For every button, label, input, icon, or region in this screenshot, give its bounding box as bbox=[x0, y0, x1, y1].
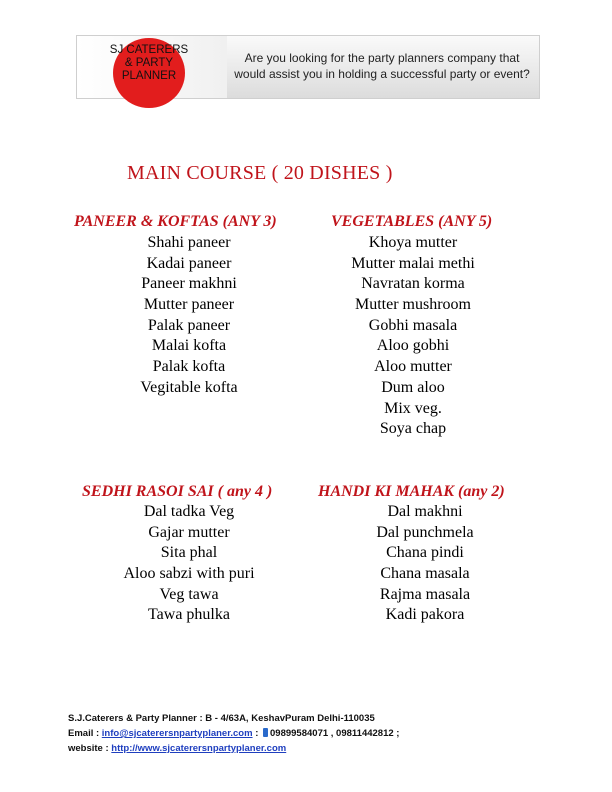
logo-line: & PARTY bbox=[124, 57, 174, 69]
list-item: Aloo gobhi bbox=[376, 337, 450, 355]
section-heading-vegetables: VEGETABLES (ANY 5) bbox=[331, 213, 493, 230]
footer-website-line bbox=[68, 741, 399, 756]
list-paneer-koftas bbox=[109, 233, 269, 399]
website-label: website : bbox=[68, 743, 112, 754]
email-link[interactable]: info@sjcaterersnpartyplaner.com bbox=[101, 728, 253, 739]
list-item: Veg tawa bbox=[159, 585, 219, 603]
website-link[interactable]: http://www.sjcaterersnpartyplaner.com bbox=[111, 743, 287, 754]
list-vegetables bbox=[333, 233, 493, 440]
phone-separator: : bbox=[252, 728, 262, 739]
tagline-line: would assist you in holding a successful party or event? bbox=[234, 67, 530, 81]
logo-line: PLANNER bbox=[121, 70, 177, 82]
list-item: Khoya mutter bbox=[368, 234, 458, 251]
list-item: Chana masala bbox=[380, 565, 470, 583]
list-item: Soya chap bbox=[379, 420, 447, 438]
list-item: Chana pindi bbox=[386, 544, 464, 562]
list-item: Gobhi masala bbox=[368, 316, 458, 334]
list-item: Tawa phulka bbox=[148, 606, 230, 624]
tagline-line: Are you looking for the party planners company that bbox=[244, 51, 520, 65]
email-label: Email : bbox=[68, 728, 102, 739]
list-item: Mix veg. bbox=[384, 399, 442, 417]
list-item: Mutter paneer bbox=[143, 296, 235, 314]
footer-address: S.J.Caterers & Party Planner : B - 4/63A, KeshavPuram Delhi-110035 bbox=[68, 713, 375, 724]
list-item: Dal punchmela bbox=[376, 523, 474, 541]
list-item: Aloo sabzi with puri bbox=[123, 565, 255, 583]
footer-contact bbox=[68, 711, 399, 756]
list-item: Kadi pakora bbox=[385, 606, 465, 624]
section-heading-paneer-koftas: PANEER & KOFTAS (ANY 3) bbox=[74, 213, 277, 230]
list-item: Sita phal bbox=[160, 544, 218, 562]
list-item: Palak paneer bbox=[147, 316, 231, 334]
list-item: Kadai paneer bbox=[146, 254, 232, 272]
list-item: Dum aloo bbox=[381, 378, 445, 396]
banner-tagline bbox=[227, 50, 537, 82]
list-item: Aloo mutter bbox=[374, 358, 452, 376]
list-item: Mutter malai methi bbox=[351, 254, 475, 272]
header-banner bbox=[76, 35, 540, 99]
list-item: Gajar mutter bbox=[148, 523, 230, 541]
phone-icon bbox=[263, 728, 268, 737]
list-item: Dal makhni bbox=[387, 503, 463, 520]
list-item: Dal tadka Veg bbox=[143, 503, 235, 520]
phone-numbers: 09899584071 , 09811442812 ; bbox=[270, 728, 400, 739]
list-item: Palak kofta bbox=[152, 358, 226, 376]
list-sedhi-rasoi bbox=[109, 502, 269, 626]
list-handi-ki-mahak bbox=[345, 502, 505, 626]
logo-line: SJ CATERERS bbox=[109, 44, 189, 56]
page-title: MAIN COURSE ( 20 DISHES ) bbox=[127, 162, 393, 184]
list-item: Mutter mushroom bbox=[355, 296, 471, 314]
section-heading-handi-ki-mahak: HANDI KI MAHAK (any 2) bbox=[318, 483, 505, 500]
list-item: Navratan korma bbox=[361, 275, 465, 293]
list-item: Rajma masala bbox=[379, 585, 471, 603]
list-item: Malai kofta bbox=[151, 337, 227, 355]
list-item: Shahi paneer bbox=[147, 234, 231, 251]
footer-email-line bbox=[68, 726, 399, 741]
list-item: Vegitable kofta bbox=[140, 378, 238, 396]
section-heading-sedhi-rasoi: SEDHI RASOI SAI ( any 4 ) bbox=[82, 483, 273, 500]
list-item: Paneer makhni bbox=[141, 275, 237, 293]
logo-text bbox=[107, 44, 191, 83]
